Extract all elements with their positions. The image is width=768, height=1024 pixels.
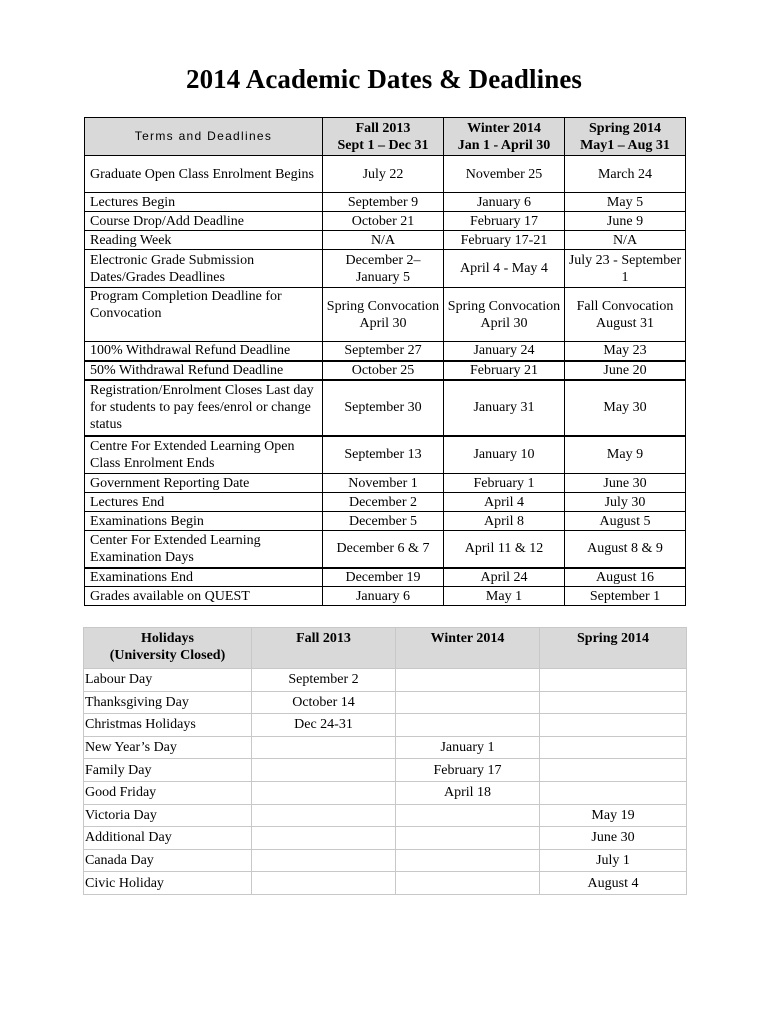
deadline-name: Program Completion Deadline for Convocation bbox=[85, 288, 323, 342]
winter-2014-date: January 24 bbox=[444, 342, 565, 361]
holiday-name: Family Day bbox=[84, 759, 252, 782]
table-row bbox=[85, 568, 686, 587]
spring-2014-date: May 9 bbox=[565, 436, 686, 474]
table-row bbox=[84, 781, 687, 804]
fall-2013-date: Spring Convocation April 30 bbox=[323, 288, 444, 342]
holiday-name: Canada Day bbox=[84, 849, 252, 872]
fall-2013-date: December 5 bbox=[323, 512, 444, 531]
spring-2014-date bbox=[540, 736, 687, 759]
spring-2014-date: August 8 & 9 bbox=[565, 531, 686, 568]
table-row bbox=[85, 288, 686, 342]
header-winter-2014: Winter 2014 Jan 1 - April 30 bbox=[444, 118, 565, 156]
fall-2013-date: December 2 bbox=[323, 493, 444, 512]
spring-2014-date: May 23 bbox=[565, 342, 686, 361]
header-spring-2014: Spring 2014 bbox=[540, 628, 687, 669]
table-row bbox=[84, 804, 687, 827]
spring-2014-date: May 19 bbox=[540, 804, 687, 827]
deadline-name: Centre For Extended Learning Open Class Enrolment Ends bbox=[85, 436, 323, 474]
table-row bbox=[84, 849, 687, 872]
table-row bbox=[85, 156, 686, 193]
spring-2014-date: N/A bbox=[565, 231, 686, 250]
table-row bbox=[85, 250, 686, 288]
header-winter-2014: Winter 2014 bbox=[396, 628, 540, 669]
winter-2014-date: April 24 bbox=[444, 568, 565, 587]
spring-2014-date: May 5 bbox=[565, 193, 686, 212]
header-spring-2014: Spring 2014 May1 – Aug 31 bbox=[565, 118, 686, 156]
deadline-name: 100% Withdrawal Refund Deadline bbox=[85, 342, 323, 361]
table-row bbox=[85, 380, 686, 436]
table-row bbox=[85, 212, 686, 231]
deadline-name: Lectures End bbox=[85, 493, 323, 512]
fall-2013-date: October 14 bbox=[252, 691, 396, 714]
winter-2014-date bbox=[396, 872, 540, 895]
fall-2013-date: September 30 bbox=[323, 380, 444, 436]
fall-2013-date: October 25 bbox=[323, 361, 444, 380]
deadline-name: Examinations Begin bbox=[85, 512, 323, 531]
fall-2013-date bbox=[252, 759, 396, 782]
holiday-name: Victoria Day bbox=[84, 804, 252, 827]
table-row bbox=[84, 691, 687, 714]
holiday-name: Good Friday bbox=[84, 781, 252, 804]
deadline-name: 50% Withdrawal Refund Deadline bbox=[85, 361, 323, 380]
deadline-name: Course Drop/Add Deadline bbox=[85, 212, 323, 231]
winter-2014-date bbox=[396, 669, 540, 692]
table-row bbox=[84, 827, 687, 850]
fall-2013-date: N/A bbox=[323, 231, 444, 250]
holiday-name: Civic Holiday bbox=[84, 872, 252, 895]
spring-2014-date bbox=[540, 714, 687, 737]
fall-2013-date: October 21 bbox=[323, 212, 444, 231]
spring-2014-date: August 4 bbox=[540, 872, 687, 895]
holidays-header-row bbox=[84, 628, 687, 669]
spring-2014-date: May 30 bbox=[565, 380, 686, 436]
deadline-name: Reading Week bbox=[85, 231, 323, 250]
fall-2013-date bbox=[252, 872, 396, 895]
winter-2014-date bbox=[396, 804, 540, 827]
winter-2014-date: January 6 bbox=[444, 193, 565, 212]
table-row bbox=[85, 531, 686, 568]
table-row bbox=[85, 342, 686, 361]
fall-2013-date: January 6 bbox=[323, 587, 444, 606]
fall-2013-date: December 6 & 7 bbox=[323, 531, 444, 568]
deadlines-header-row bbox=[85, 118, 686, 156]
fall-2013-date: September 27 bbox=[323, 342, 444, 361]
fall-2013-date: September 9 bbox=[323, 193, 444, 212]
table-row bbox=[85, 474, 686, 493]
winter-2014-date: Spring Convocation April 30 bbox=[444, 288, 565, 342]
winter-2014-date: April 18 bbox=[396, 781, 540, 804]
fall-2013-date bbox=[252, 781, 396, 804]
table-row bbox=[84, 669, 687, 692]
winter-2014-date: January 31 bbox=[444, 380, 565, 436]
fall-2013-date: December 19 bbox=[323, 568, 444, 587]
spring-2014-date: July 23 - September 1 bbox=[565, 250, 686, 288]
table-row bbox=[84, 759, 687, 782]
holiday-name: Christmas Holidays bbox=[84, 714, 252, 737]
winter-2014-date: February 17 bbox=[444, 212, 565, 231]
winter-2014-date: May 1 bbox=[444, 587, 565, 606]
table-row bbox=[85, 587, 686, 606]
spring-2014-date: August 16 bbox=[565, 568, 686, 587]
table-row bbox=[85, 361, 686, 380]
holiday-name: Labour Day bbox=[84, 669, 252, 692]
deadline-name: Government Reporting Date bbox=[85, 474, 323, 493]
deadline-name: Center For Extended Learning Examination Days bbox=[85, 531, 323, 568]
fall-2013-date: September 13 bbox=[323, 436, 444, 474]
header-holidays: Holidays (University Closed) bbox=[84, 628, 252, 669]
winter-2014-date: April 11 & 12 bbox=[444, 531, 565, 568]
table-row bbox=[85, 436, 686, 474]
deadline-name: Grades available on QUEST bbox=[85, 587, 323, 606]
winter-2014-date: January 1 bbox=[396, 736, 540, 759]
fall-2013-date bbox=[252, 736, 396, 759]
winter-2014-date: January 10 bbox=[444, 436, 565, 474]
spring-2014-date: June 30 bbox=[565, 474, 686, 493]
fall-2013-date: November 1 bbox=[323, 474, 444, 493]
spring-2014-date: March 24 bbox=[565, 156, 686, 193]
deadline-name: Examinations End bbox=[85, 568, 323, 587]
winter-2014-date: April 4 - May 4 bbox=[444, 250, 565, 288]
spring-2014-date bbox=[540, 759, 687, 782]
header-fall-2013: Fall 2013 Sept 1 – Dec 31 bbox=[323, 118, 444, 156]
winter-2014-date bbox=[396, 691, 540, 714]
deadline-name: Graduate Open Class Enrolment Begins bbox=[85, 156, 323, 193]
header-terms-and-deadlines: Terms and Deadlines bbox=[85, 118, 323, 156]
winter-2014-date bbox=[396, 827, 540, 850]
spring-2014-date bbox=[540, 781, 687, 804]
fall-2013-date: Dec 24-31 bbox=[252, 714, 396, 737]
winter-2014-date: February 21 bbox=[444, 361, 565, 380]
page-title: 2014 Academic Dates & Deadlines bbox=[185, 64, 583, 94]
holidays-table bbox=[83, 627, 687, 895]
spring-2014-date bbox=[540, 691, 687, 714]
spring-2014-date: Fall Convocation August 31 bbox=[565, 288, 686, 342]
deadline-name: Lectures Begin bbox=[85, 193, 323, 212]
winter-2014-date: April 8 bbox=[444, 512, 565, 531]
fall-2013-date bbox=[252, 849, 396, 872]
spring-2014-date: June 9 bbox=[565, 212, 686, 231]
spring-2014-date: September 1 bbox=[565, 587, 686, 606]
deadline-name: Registration/Enrolment Closes Last day for students to pay fees/enrol or change status bbox=[85, 380, 323, 436]
fall-2013-date bbox=[252, 804, 396, 827]
holiday-name: Additional Day bbox=[84, 827, 252, 850]
winter-2014-date: February 17-21 bbox=[444, 231, 565, 250]
deadline-name: Electronic Grade Submission Dates/Grades Deadlines bbox=[85, 250, 323, 288]
winter-2014-date: November 25 bbox=[444, 156, 565, 193]
table-row bbox=[84, 736, 687, 759]
fall-2013-date: September 2 bbox=[252, 669, 396, 692]
table-row bbox=[85, 231, 686, 250]
winter-2014-date: February 17 bbox=[396, 759, 540, 782]
winter-2014-date: April 4 bbox=[444, 493, 565, 512]
spring-2014-date: August 5 bbox=[565, 512, 686, 531]
table-row bbox=[85, 493, 686, 512]
holiday-name: New Year’s Day bbox=[84, 736, 252, 759]
fall-2013-date bbox=[252, 827, 396, 850]
table-row bbox=[85, 193, 686, 212]
spring-2014-date: June 20 bbox=[565, 361, 686, 380]
table-row bbox=[84, 872, 687, 895]
winter-2014-date bbox=[396, 849, 540, 872]
spring-2014-date bbox=[540, 669, 687, 692]
header-fall-2013: Fall 2013 bbox=[252, 628, 396, 669]
spring-2014-date: July 30 bbox=[565, 493, 686, 512]
winter-2014-date: February 1 bbox=[444, 474, 565, 493]
spring-2014-date: July 1 bbox=[540, 849, 687, 872]
holiday-name: Thanksgiving Day bbox=[84, 691, 252, 714]
fall-2013-date: July 22 bbox=[323, 156, 444, 193]
winter-2014-date bbox=[396, 714, 540, 737]
fall-2013-date: December 2– January 5 bbox=[323, 250, 444, 288]
deadlines-table bbox=[84, 117, 686, 606]
spring-2014-date: June 30 bbox=[540, 827, 687, 850]
table-row bbox=[84, 714, 687, 737]
table-row bbox=[85, 512, 686, 531]
